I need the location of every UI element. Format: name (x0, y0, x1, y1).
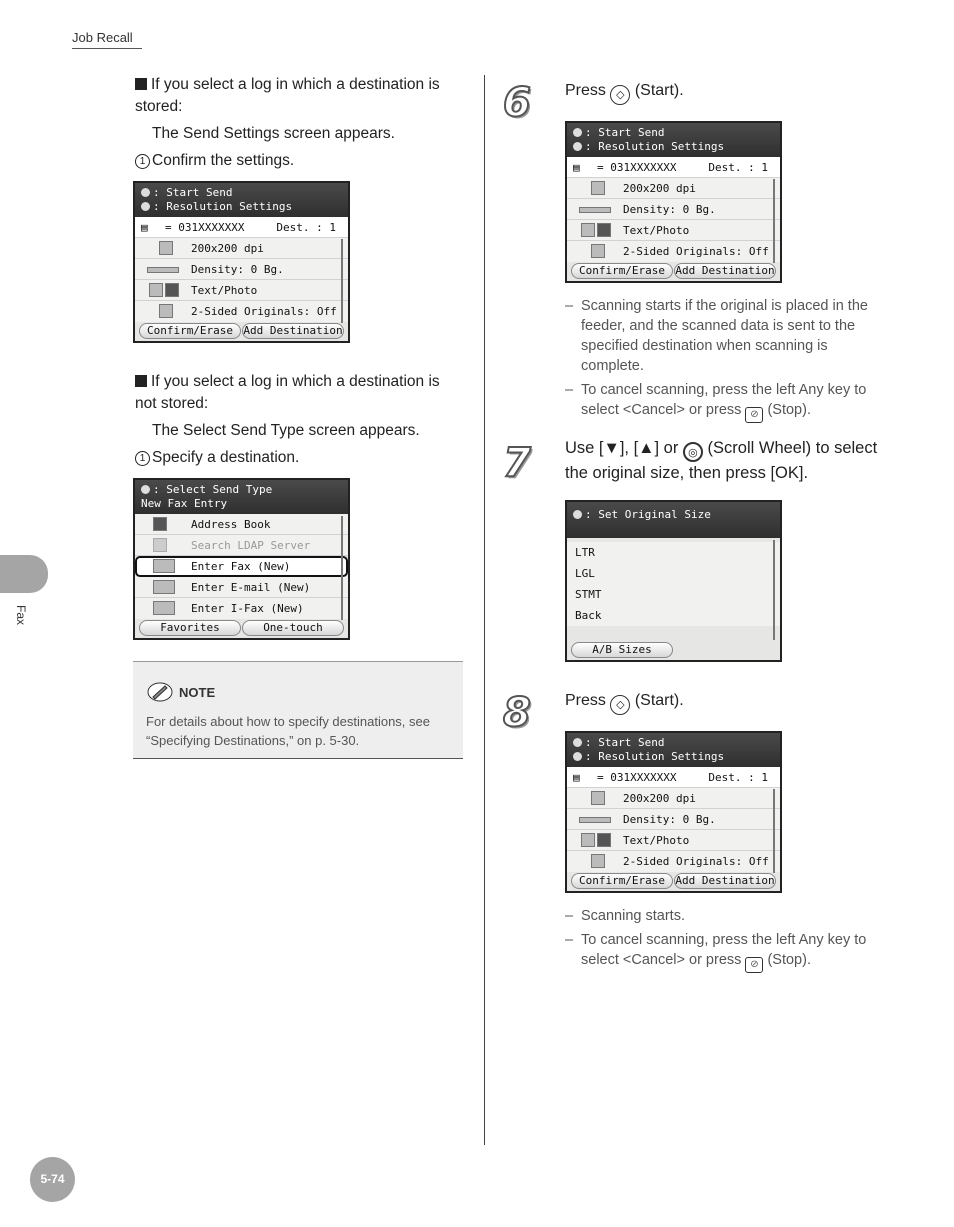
start-key-icon: ◇ (610, 85, 630, 105)
size-back-row[interactable]: Back (567, 605, 780, 626)
text-icon (149, 283, 163, 297)
address-book-row[interactable]: Address Book (135, 514, 348, 535)
destination-row[interactable]: ▤ = 031XXXXXXX Dest. : 1 (567, 157, 780, 178)
ab-sizes-button[interactable]: A/B Sizes (571, 642, 673, 658)
bullet-stored: If you select a log in which a destination is stored: (135, 76, 440, 115)
bullet-square-icon (135, 375, 147, 387)
ldap-server-icon (153, 538, 167, 552)
text-icon (581, 223, 595, 237)
start-key-icon (573, 128, 582, 137)
start-key-icon: ◇ (610, 695, 630, 715)
image-quality-row[interactable]: Text/Photo (567, 220, 780, 241)
ok-key-icon (573, 510, 582, 519)
resolution-row[interactable]: 200x200 dpi (567, 788, 780, 809)
photo-icon (597, 223, 611, 237)
screen-title-bar: : Set Original Size (567, 502, 780, 538)
step-6-instruction: Press ◇ (Start). (565, 80, 684, 105)
result-not-stored: The Select Send Type screen appears. (152, 422, 420, 439)
confirm-erase-button[interactable]: Confirm/Erase (571, 263, 673, 279)
duplex-icon (591, 244, 605, 258)
note-text: For details about how to specify destinations, see “Specifying Destinations,” on p. 5-30. (146, 714, 430, 748)
substep-confirm: 1 Confirm the settings. (135, 150, 294, 172)
photo-icon (597, 833, 611, 847)
stop-key-icon: ⊘ (745, 407, 763, 423)
fax-icon (153, 559, 175, 573)
ok-key-icon (141, 485, 150, 494)
add-destination-button[interactable]: Add Destination (675, 874, 775, 887)
image-quality-row[interactable]: Text/Photo (135, 280, 348, 301)
page-number: 5-74 (30, 1157, 75, 1202)
button-bar (135, 618, 348, 638)
step-7-instruction: Use [▼], [▲] or ◎ (Scroll Wheel) to select the original size, then press [OK]. (565, 439, 878, 482)
favorites-button[interactable]: Favorites (139, 620, 241, 636)
resolution-row[interactable]: 200x200 dpi (135, 238, 348, 259)
running-header: Job Recall (72, 30, 142, 49)
screen-title-bar: : Start Send : Resolution Settings (567, 733, 780, 767)
one-touch-button[interactable]: One-touch (242, 620, 344, 636)
duplex-icon (591, 854, 605, 868)
confirm-erase-button[interactable]: Confirm/Erase (571, 873, 673, 889)
size-ltr-row[interactable]: LTR (567, 542, 780, 563)
scroll-wheel-icon: ◎ (683, 442, 703, 462)
step-number-7: 7 (503, 440, 531, 486)
scrollbar[interactable] (341, 516, 343, 620)
destination-row[interactable]: ▤ = 031XXXXXXX Dest. : 1 (135, 217, 348, 238)
step-8-note-2: – To cancel scanning, press the left Any key to select <Cancel> or press ⊘ (Stop). (565, 930, 890, 973)
pencil-note-icon (147, 682, 173, 702)
image-quality-row[interactable]: Text/Photo (567, 830, 780, 851)
send-settings-screen-step6 (565, 121, 782, 283)
send-settings-screen-step8 (565, 731, 782, 893)
start-key-icon (573, 738, 582, 747)
density-row[interactable]: Density: 0 Bg. (567, 199, 780, 220)
density-row[interactable]: Density: 0 Bg. (135, 259, 348, 280)
chapter-tab (0, 555, 48, 593)
duplex-icon (159, 304, 173, 318)
scrollbar[interactable] (773, 179, 775, 263)
size-lgl-row[interactable]: LGL (567, 563, 780, 584)
step-6-note-1: – Scanning starts if the original is placed in the feeder, and the scanned data is sent to the specified destination when scanning is complete. (565, 298, 868, 374)
button-bar (567, 871, 780, 891)
note-box (133, 661, 463, 759)
step-number-6: 6 (503, 80, 531, 126)
step-6-note-2: – To cancel scanning, press the left Any key to select <Cancel> or press ⊘ (Stop). (565, 380, 890, 423)
text-icon (581, 833, 595, 847)
bullet-not-stored: If you select a log in which a destination is not stored: (135, 373, 440, 412)
select-send-type-screen (133, 478, 350, 640)
ifax-icon (153, 601, 175, 615)
resolution-row[interactable]: 200x200 dpi (567, 178, 780, 199)
photo-icon (165, 283, 179, 297)
ok-key-icon (141, 202, 150, 211)
screen-title-bar: : Start Send : Resolution Settings (135, 183, 348, 217)
scrollbar[interactable] (773, 789, 775, 873)
density-slider-icon (579, 817, 611, 823)
enter-fax-row[interactable]: Enter Fax (New) (135, 556, 348, 577)
density-slider-icon (579, 207, 611, 213)
result-stored: The Send Settings screen appears. (152, 125, 395, 142)
substep-specify: 1 Specify a destination. (135, 447, 299, 469)
stop-key-icon: ⊘ (745, 957, 763, 973)
ldap-row[interactable]: Search LDAP Server (135, 535, 348, 556)
enter-email-row[interactable]: Enter E-mail (New) (135, 577, 348, 598)
confirm-erase-button[interactable]: Confirm/Erase (139, 323, 241, 339)
density-slider-icon (147, 267, 179, 273)
email-icon (153, 580, 175, 594)
resolution-icon (591, 181, 605, 195)
bullet-square-icon (135, 78, 147, 90)
address-book-icon (153, 517, 167, 531)
fax-icon: ▤ (573, 161, 580, 174)
screen-title-bar: : Select Send Type New Fax Entry (135, 480, 348, 514)
send-settings-screen (133, 181, 350, 343)
scrollbar[interactable] (341, 239, 343, 323)
ok-key-icon (573, 142, 582, 151)
destination-row[interactable]: ▤ = 031XXXXXXX Dest. : 1 (567, 767, 780, 788)
step-8-note-1: – Scanning starts. (565, 908, 685, 924)
ok-key-icon (573, 752, 582, 761)
resolution-icon (159, 241, 173, 255)
resolution-icon (591, 791, 605, 805)
button-bar (567, 261, 780, 281)
chapter-label: Fax (14, 605, 28, 626)
note-heading: NOTE (147, 682, 215, 702)
scrollbar[interactable] (773, 540, 775, 640)
screen-title-bar: : Start Send : Resolution Settings (567, 123, 780, 157)
set-original-size-screen (565, 500, 782, 662)
step-8-instruction: Press ◇ (Start). (565, 690, 684, 715)
duplex-row[interactable]: 2-Sided Originals: Off (135, 301, 348, 322)
start-key-icon (141, 188, 150, 197)
size-stmt-row[interactable]: STMT (567, 584, 780, 605)
add-destination-button[interactable]: Add Destination (675, 264, 775, 277)
duplex-row[interactable]: 2-Sided Originals: Off (567, 241, 780, 262)
density-row[interactable]: Density: 0 Bg. (567, 809, 780, 830)
enter-ifax-row[interactable]: Enter I-Fax (New) (135, 598, 348, 619)
button-bar (135, 321, 348, 341)
step-number-8: 8 (503, 690, 531, 736)
duplex-row[interactable]: 2-Sided Originals: Off (567, 851, 780, 872)
column-divider (484, 75, 485, 1145)
fax-icon: ▤ (573, 771, 580, 784)
add-destination-button[interactable]: Add Destination (243, 324, 343, 337)
button-bar (567, 640, 780, 660)
fax-icon: ▤ (141, 221, 148, 234)
